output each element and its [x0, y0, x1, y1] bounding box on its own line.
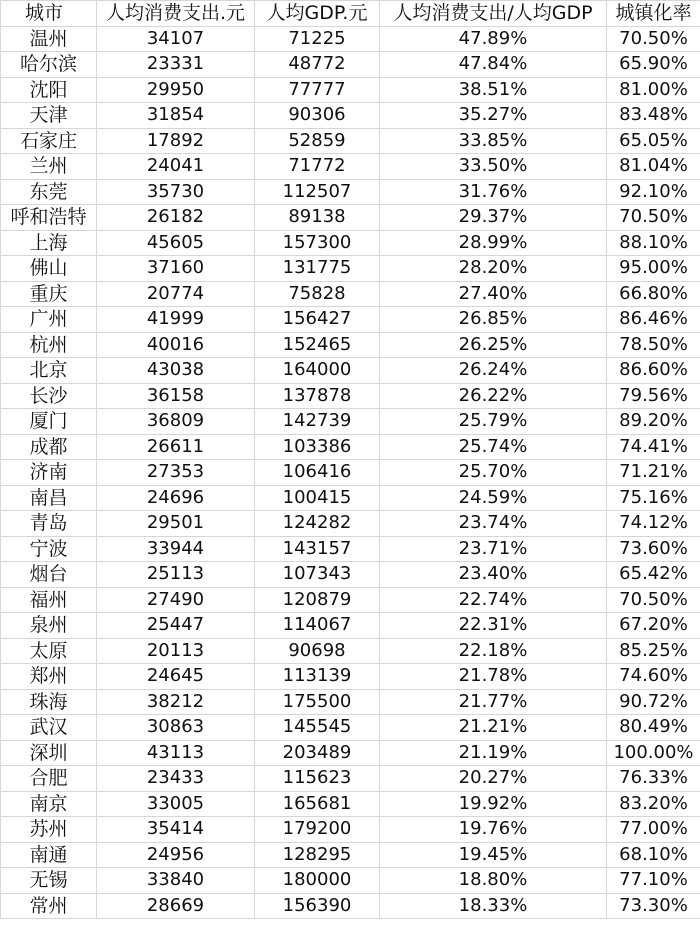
- header-city[interactable]: 城市: [1, 1, 97, 27]
- cell-ratio[interactable]: 25.74%: [380, 434, 607, 460]
- cell-ratio[interactable]: 25.79%: [380, 409, 607, 435]
- cell-city[interactable]: 合肥: [1, 766, 97, 792]
- cell-urbanization[interactable]: 73.60%: [607, 536, 700, 562]
- cell-urbanization[interactable]: 78.50%: [607, 332, 700, 358]
- cell-urbanization[interactable]: 92.10%: [607, 179, 700, 205]
- cell-gdp[interactable]: 90698: [255, 638, 380, 664]
- cell-ratio[interactable]: 21.78%: [380, 664, 607, 690]
- cell-city[interactable]: 天津: [1, 103, 97, 129]
- cell-ratio[interactable]: 20.27%: [380, 766, 607, 792]
- cell-gdp[interactable]: 179200: [255, 817, 380, 843]
- cell-ratio[interactable]: 19.45%: [380, 842, 607, 868]
- cell-gdp[interactable]: 113139: [255, 664, 380, 690]
- table-row: [1, 868, 700, 894]
- table-row: [1, 664, 700, 690]
- cell-gdp[interactable]: 112507: [255, 179, 380, 205]
- cell-urbanization[interactable]: 100.00%: [607, 740, 700, 766]
- cell-city[interactable]: 南京: [1, 791, 97, 817]
- cell-ratio[interactable]: 33.85%: [380, 128, 607, 154]
- cell-ratio[interactable]: 19.92%: [380, 791, 607, 817]
- cell-gdp[interactable]: 203489: [255, 740, 380, 766]
- cell-urbanization[interactable]: 71.21%: [607, 460, 700, 486]
- table-row: [1, 791, 700, 817]
- cell-ratio[interactable]: 47.84%: [380, 52, 607, 78]
- cell-city[interactable]: 太原: [1, 638, 97, 664]
- cell-city[interactable]: 福州: [1, 587, 97, 613]
- table-row: [1, 383, 700, 409]
- cell-consumption[interactable]: 17892: [97, 128, 255, 154]
- cell-ratio[interactable]: 38.51%: [380, 77, 607, 103]
- cell-ratio[interactable]: 23.71%: [380, 536, 607, 562]
- header-consumption[interactable]: 人均消费支出.元: [97, 1, 255, 27]
- cell-urbanization[interactable]: 88.10%: [607, 230, 700, 256]
- cell-consumption[interactable]: 24041: [97, 154, 255, 180]
- cell-consumption[interactable]: 24696: [97, 485, 255, 511]
- cell-gdp[interactable]: 120879: [255, 587, 380, 613]
- cell-city[interactable]: 上海: [1, 230, 97, 256]
- cell-city[interactable]: 佛山: [1, 256, 97, 282]
- cell-ratio[interactable]: 26.85%: [380, 307, 607, 333]
- cell-city[interactable]: 哈尔滨: [1, 52, 97, 78]
- cell-city[interactable]: 宁波: [1, 536, 97, 562]
- cell-urbanization[interactable]: 75.16%: [607, 485, 700, 511]
- cell-urbanization[interactable]: 95.00%: [607, 256, 700, 282]
- table-row: [1, 256, 700, 282]
- table-row: [1, 307, 700, 333]
- table-row: [1, 638, 700, 664]
- table-row: [1, 562, 700, 588]
- cell-consumption[interactable]: 25447: [97, 613, 255, 639]
- cell-consumption[interactable]: 20113: [97, 638, 255, 664]
- header-gdp[interactable]: 人均GDP.元: [255, 1, 380, 27]
- cell-ratio[interactable]: 47.89%: [380, 26, 607, 52]
- cell-urbanization[interactable]: 89.20%: [607, 409, 700, 435]
- cell-gdp[interactable]: 71225: [255, 26, 380, 52]
- cell-city[interactable]: 烟台: [1, 562, 97, 588]
- cell-urbanization[interactable]: 70.50%: [607, 587, 700, 613]
- cell-ratio[interactable]: 23.40%: [380, 562, 607, 588]
- cell-consumption[interactable]: 29950: [97, 77, 255, 103]
- cell-urbanization[interactable]: 70.50%: [607, 205, 700, 231]
- cell-consumption[interactable]: 40016: [97, 332, 255, 358]
- cell-consumption[interactable]: 41999: [97, 307, 255, 333]
- cell-ratio[interactable]: 33.50%: [380, 154, 607, 180]
- cell-city[interactable]: 长沙: [1, 383, 97, 409]
- cell-gdp[interactable]: 175500: [255, 689, 380, 715]
- cell-consumption[interactable]: 34107: [97, 26, 255, 52]
- cell-city[interactable]: 珠海: [1, 689, 97, 715]
- cell-urbanization[interactable]: 70.50%: [607, 26, 700, 52]
- cell-city[interactable]: 广州: [1, 307, 97, 333]
- cell-consumption[interactable]: 26611: [97, 434, 255, 460]
- cell-gdp[interactable]: 103386: [255, 434, 380, 460]
- table-row: [1, 179, 700, 205]
- cell-city[interactable]: 无锡: [1, 868, 97, 894]
- table-row: [1, 358, 700, 384]
- cell-city[interactable]: 南昌: [1, 485, 97, 511]
- cell-city[interactable]: 成都: [1, 434, 97, 460]
- cell-city[interactable]: 泉州: [1, 613, 97, 639]
- cell-city[interactable]: 温州: [1, 26, 97, 52]
- cell-consumption[interactable]: 31854: [97, 103, 255, 129]
- cell-ratio[interactable]: 21.77%: [380, 689, 607, 715]
- cell-gdp[interactable]: 165681: [255, 791, 380, 817]
- cell-consumption[interactable]: 28669: [97, 893, 255, 919]
- cell-gdp[interactable]: 115623: [255, 766, 380, 792]
- cell-consumption[interactable]: 23331: [97, 52, 255, 78]
- cell-ratio[interactable]: 22.18%: [380, 638, 607, 664]
- cell-ratio[interactable]: 18.33%: [380, 893, 607, 919]
- cell-gdp[interactable]: 89138: [255, 205, 380, 231]
- cell-city[interactable]: 武汉: [1, 715, 97, 741]
- cell-gdp[interactable]: 77777: [255, 77, 380, 103]
- cell-gdp[interactable]: 156427: [255, 307, 380, 333]
- cell-city[interactable]: 兰州: [1, 154, 97, 180]
- cell-ratio[interactable]: 24.59%: [380, 485, 607, 511]
- table-row: [1, 434, 700, 460]
- table-row: [1, 817, 700, 843]
- cell-ratio[interactable]: 26.25%: [380, 332, 607, 358]
- cell-city[interactable]: 沈阳: [1, 77, 97, 103]
- cell-consumption[interactable]: 24645: [97, 664, 255, 690]
- table-row: [1, 52, 700, 78]
- cell-gdp[interactable]: 128295: [255, 842, 380, 868]
- table-row: [1, 485, 700, 511]
- table-row: [1, 842, 700, 868]
- cell-gdp[interactable]: 75828: [255, 281, 380, 307]
- cell-consumption[interactable]: 20774: [97, 281, 255, 307]
- cell-ratio[interactable]: 31.76%: [380, 179, 607, 205]
- cell-ratio[interactable]: 18.80%: [380, 868, 607, 894]
- cell-city[interactable]: 呼和浩特: [1, 205, 97, 231]
- cell-consumption[interactable]: 35730: [97, 179, 255, 205]
- cell-consumption[interactable]: 37160: [97, 256, 255, 282]
- cell-city[interactable]: 青岛: [1, 511, 97, 537]
- table-row: [1, 536, 700, 562]
- cell-consumption[interactable]: 33840: [97, 868, 255, 894]
- cell-urbanization[interactable]: 77.00%: [607, 817, 700, 843]
- cell-gdp[interactable]: 156390: [255, 893, 380, 919]
- header-row: [1, 1, 700, 27]
- cell-consumption[interactable]: 33005: [97, 791, 255, 817]
- cell-gdp[interactable]: 157300: [255, 230, 380, 256]
- cell-gdp[interactable]: 131775: [255, 256, 380, 282]
- cell-gdp[interactable]: 100415: [255, 485, 380, 511]
- cell-gdp[interactable]: 48772: [255, 52, 380, 78]
- cell-city[interactable]: 南通: [1, 842, 97, 868]
- table-row: [1, 205, 700, 231]
- cell-consumption[interactable]: 24956: [97, 842, 255, 868]
- cell-city[interactable]: 厦门: [1, 409, 97, 435]
- cell-urbanization[interactable]: 68.10%: [607, 842, 700, 868]
- cell-urbanization[interactable]: 74.60%: [607, 664, 700, 690]
- cell-city[interactable]: 常州: [1, 893, 97, 919]
- table-row: [1, 715, 700, 741]
- table-row: [1, 613, 700, 639]
- cell-gdp[interactable]: 164000: [255, 358, 380, 384]
- cell-city[interactable]: 杭州: [1, 332, 97, 358]
- cell-ratio[interactable]: 29.37%: [380, 205, 607, 231]
- cell-gdp[interactable]: 106416: [255, 460, 380, 486]
- table-row: [1, 689, 700, 715]
- table-row: [1, 740, 700, 766]
- table-row: [1, 26, 700, 52]
- table-row: [1, 230, 700, 256]
- cell-urbanization[interactable]: 86.60%: [607, 358, 700, 384]
- cell-consumption[interactable]: 38212: [97, 689, 255, 715]
- cell-ratio[interactable]: 19.76%: [380, 817, 607, 843]
- cell-city[interactable]: 济南: [1, 460, 97, 486]
- cell-urbanization[interactable]: 65.05%: [607, 128, 700, 154]
- cell-urbanization[interactable]: 77.10%: [607, 868, 700, 894]
- cell-urbanization[interactable]: 65.90%: [607, 52, 700, 78]
- table-row: [1, 766, 700, 792]
- table-row: [1, 409, 700, 435]
- cell-urbanization[interactable]: 81.00%: [607, 77, 700, 103]
- cell-gdp[interactable]: 71772: [255, 154, 380, 180]
- cell-urbanization[interactable]: 86.46%: [607, 307, 700, 333]
- table-row: [1, 154, 700, 180]
- cell-gdp[interactable]: 114067: [255, 613, 380, 639]
- cell-gdp[interactable]: 124282: [255, 511, 380, 537]
- header-ratio[interactable]: 人均消费支出/人均GDP: [380, 1, 607, 27]
- cell-urbanization[interactable]: 83.20%: [607, 791, 700, 817]
- cell-gdp[interactable]: 152465: [255, 332, 380, 358]
- cell-gdp[interactable]: 180000: [255, 868, 380, 894]
- cell-urbanization[interactable]: 67.20%: [607, 613, 700, 639]
- cell-ratio[interactable]: 27.40%: [380, 281, 607, 307]
- cell-consumption[interactable]: 43113: [97, 740, 255, 766]
- cell-consumption[interactable]: 36809: [97, 409, 255, 435]
- cell-ratio[interactable]: 26.22%: [380, 383, 607, 409]
- cell-gdp[interactable]: 52859: [255, 128, 380, 154]
- table-row: [1, 332, 700, 358]
- cell-gdp[interactable]: 137878: [255, 383, 380, 409]
- cell-consumption[interactable]: 27490: [97, 587, 255, 613]
- cell-city[interactable]: 重庆: [1, 281, 97, 307]
- cell-gdp[interactable]: 90306: [255, 103, 380, 129]
- cell-urbanization[interactable]: 65.42%: [607, 562, 700, 588]
- cell-consumption[interactable]: 33944: [97, 536, 255, 562]
- cell-city[interactable]: 石家庄: [1, 128, 97, 154]
- cell-ratio[interactable]: 25.70%: [380, 460, 607, 486]
- table-row: [1, 128, 700, 154]
- cell-urbanization[interactable]: 73.30%: [607, 893, 700, 919]
- cell-ratio[interactable]: 21.19%: [380, 740, 607, 766]
- cell-urbanization[interactable]: 74.41%: [607, 434, 700, 460]
- header-urbanization[interactable]: 城镇化率: [607, 1, 700, 27]
- cell-ratio[interactable]: 35.27%: [380, 103, 607, 129]
- table-row: [1, 103, 700, 129]
- cell-ratio[interactable]: 28.20%: [380, 256, 607, 282]
- cell-city[interactable]: 深圳: [1, 740, 97, 766]
- table-row: [1, 281, 700, 307]
- cell-consumption[interactable]: 27353: [97, 460, 255, 486]
- cell-consumption[interactable]: 29501: [97, 511, 255, 537]
- cell-city[interactable]: 郑州: [1, 664, 97, 690]
- cell-consumption[interactable]: 23433: [97, 766, 255, 792]
- cell-consumption[interactable]: 26182: [97, 205, 255, 231]
- cell-urbanization[interactable]: 76.33%: [607, 766, 700, 792]
- cell-ratio[interactable]: 22.31%: [380, 613, 607, 639]
- cell-urbanization[interactable]: 90.72%: [607, 689, 700, 715]
- cell-consumption[interactable]: 43038: [97, 358, 255, 384]
- cell-ratio[interactable]: 22.74%: [380, 587, 607, 613]
- cell-consumption[interactable]: 36158: [97, 383, 255, 409]
- cell-ratio[interactable]: 21.21%: [380, 715, 607, 741]
- cell-urbanization[interactable]: 81.04%: [607, 154, 700, 180]
- cell-consumption[interactable]: 30863: [97, 715, 255, 741]
- cell-ratio[interactable]: 26.24%: [380, 358, 607, 384]
- cell-ratio[interactable]: 28.99%: [380, 230, 607, 256]
- cell-urbanization[interactable]: 79.56%: [607, 383, 700, 409]
- table-row: [1, 511, 700, 537]
- cell-urbanization[interactable]: 83.48%: [607, 103, 700, 129]
- cell-urbanization[interactable]: 85.25%: [607, 638, 700, 664]
- cell-city[interactable]: 北京: [1, 358, 97, 384]
- cell-urbanization[interactable]: 74.12%: [607, 511, 700, 537]
- cell-gdp[interactable]: 107343: [255, 562, 380, 588]
- table-row: [1, 77, 700, 103]
- cell-gdp[interactable]: 142739: [255, 409, 380, 435]
- cell-urbanization[interactable]: 66.80%: [607, 281, 700, 307]
- table-row: [1, 460, 700, 486]
- cell-consumption[interactable]: 25113: [97, 562, 255, 588]
- cell-consumption[interactable]: 35414: [97, 817, 255, 843]
- table-body: [1, 26, 700, 919]
- cell-gdp[interactable]: 145545: [255, 715, 380, 741]
- cell-city[interactable]: 苏州: [1, 817, 97, 843]
- table-row: [1, 893, 700, 919]
- cell-ratio[interactable]: 23.74%: [380, 511, 607, 537]
- cell-consumption[interactable]: 45605: [97, 230, 255, 256]
- cell-urbanization[interactable]: 80.49%: [607, 715, 700, 741]
- table-row: [1, 587, 700, 613]
- cell-city[interactable]: 东莞: [1, 179, 97, 205]
- cell-gdp[interactable]: 143157: [255, 536, 380, 562]
